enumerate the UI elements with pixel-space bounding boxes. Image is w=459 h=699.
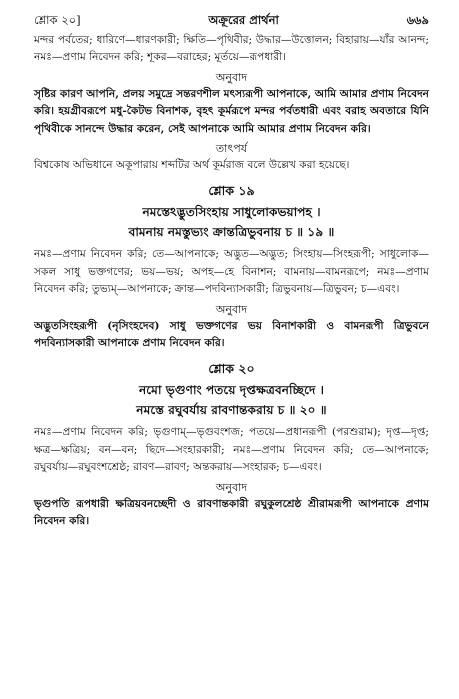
shloka-20-translation: ভৃগুপতি রূপধারী ক্ষত্রিয়বনচ্ছেদী ও রাবণান্তকারী রঘুকুলশ্রেষ্ঠ শ্রীরামরূপী আপনাকে প্রণাম নিবেদন করি। (34, 497, 429, 528)
shloka-19-line-2: বামনায় নমস্তুভ্যং ক্রান্তত্রিভুবনায় চ ॥ ১৯ ॥ (128, 225, 335, 240)
header-chapter-title: অক্রূরের প্রার্থনা (208, 13, 279, 27)
shloka-20-synonyms: নমঃ—প্রণাম নিবেদন করি; ভৃগুণাম্—ভৃগুবংশজ; পতয়ে—প্রধানরূপী (পরশুরাম); দৃপ্ত—দৃপ্ত; ক্ষত্র—ক্ষত্রিয়; বন—বন; ছিদে—সংহারকারী; নমঃ—প্রণাম নিবেদন করি; তে—আপনাকে; রঘুবর্যায়—রঘুবংশশ্রেষ্ঠ; রাবণ—রাবণ; অন্তকরায়—সংহারক; চ—এবং। (34, 426, 429, 474)
translation-text-1: সৃষ্টির কারণ আপনি, প্রলয় সমুদ্রে সন্তরণশীল মৎস্যরূপী আপনাকে, আমি আমার প্রণাম নিবেদন করি। হয়গ্রীবরূপে মধু-কৈটভ বিনাশক, বৃহৎ কূর্মরূপে মন্দর পর্বতধারী এবং বরাহ অবতারে যিনি পৃথিবীকে সানন্দে উদ্ধার করেন, সেই আপনাকে আমি আমার প্রণাম নিবেদন করি। (34, 87, 429, 135)
shloka-20-section (34, 358, 429, 530)
shloka-19-synonyms: নমঃ—প্রণাম নিবেদন করি; তে—আপনাকে; অদ্ভুত—অদ্ভুত; সিংহায়—সিংহরূপী; সাধুলোক—সকল সাধু ভক্তগণের; ভয়—ভয়; অপহ—হে বিনাশন; বামনায়—বামনরূপে; নমঃ—প্রণাম নিবেদন করি; তুভ্যম্—আপনাকে; ক্রান্ত—পদবিন্যাসকারী; ত্রিভুবনায়—ত্রিভুবন; চ—এবং। (34, 248, 429, 296)
shloka-20-translation-heading: অনুবাদ (215, 480, 248, 494)
shloka-20-line-2: নমস্তে রঘুবর্যায় রাবণান্তকরায় চ ॥ ২০ ॥ (136, 403, 327, 418)
shloka-20-line-1: নমো ভৃগুণাং পতয়ে দৃপ্তক্ষত্রবনচ্ছিদে । (139, 383, 324, 398)
shloka-19-line-1: নমস্তেঽদ্ভুতসিংহায় সাধুলোকভয়াপহ । (142, 205, 321, 220)
shloka-19-number: শ্লোক ১৯ (208, 183, 255, 199)
shloka-19-section (34, 180, 429, 352)
purport-heading: তাৎপর্য (215, 142, 248, 156)
purport-text: বিশ্বকোষ অভিধানে অকূপারায় শব্দটির অর্থ কূর্মরাজ বলে উল্লেখ করা হয়েছে। (34, 159, 350, 172)
shloka-20-number: শ্লোক ২০ (208, 361, 255, 377)
header-verse-ref: শ্লোক ২০] (34, 13, 81, 27)
shloka-19-translation: অদ্ভুতসিংহরূপী (নৃসিংহদেব) সাধু ভক্তগণের ভয় বিনাশকারী ও বামনরূপী ত্রিভুবনে পদবিন্যাসকারী আপনাকে প্রণাম নিবেদন করি। (34, 319, 429, 350)
page-number: ৬৬৯ (406, 13, 429, 27)
synonyms-top: মন্দর পর্বতের; ধারিণে—ধারণকারী; ক্ষিতি—পৃথিবীর; উদ্ধার—উত্তোলন; বিহারায়—যাঁর আনন্দ; নমঃ—প্রণাম নিবেদন করি; শূকর—বরাহের; মূর্তয়ে—রূপধারী। (34, 34, 429, 64)
shloka-19-translation-heading: অনুবাদ (215, 302, 248, 316)
page-header (34, 12, 429, 30)
translation-heading-1: অনুবাদ (215, 70, 248, 84)
